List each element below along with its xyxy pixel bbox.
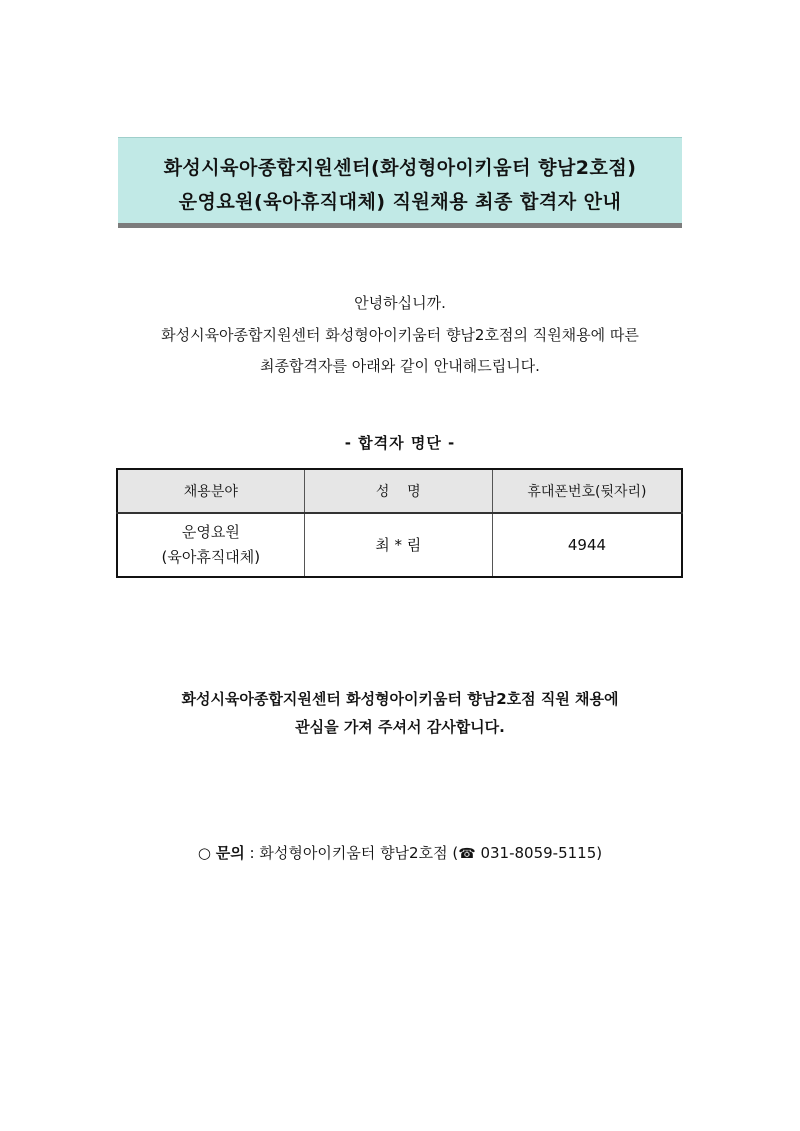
table-header-row	[117, 469, 682, 513]
bullet-icon: ○	[197, 844, 211, 862]
title-box	[118, 137, 682, 224]
cell-field-line-2: (육아휴직대체)	[161, 548, 261, 566]
contact-phone: 031-8059-5115)	[480, 844, 603, 862]
cell-name: 최 * 림	[304, 513, 492, 577]
title-underline	[118, 223, 682, 228]
header-field: 채용분야	[117, 469, 304, 513]
thanks-line-1: 화성시육아종합지원센터 화성형아이키움터 향남2호점 직원 채용에	[181, 690, 619, 708]
thanks-line-2: 관심을 가져 주셔서 감사합니다.	[295, 718, 505, 736]
title-line-1: 화성시육아종합지원센터(화성형아이키움터 향남2호점)	[163, 157, 637, 179]
contact-label: 문의	[215, 844, 245, 862]
header-name: 성 명	[304, 469, 492, 513]
phone-icon: ☎	[458, 846, 476, 862]
contact-place: 화성형아이키움터 향남2호점 (	[259, 844, 459, 862]
table-row	[117, 513, 682, 577]
greeting-line-2: 화성시육아종합지원센터 화성형아이키움터 향남2호점의 직원채용에 따른	[161, 326, 639, 344]
greeting-line-3: 최종합격자를 아래와 같이 안내해드립니다.	[260, 357, 540, 375]
cell-phone: 4944	[492, 513, 682, 577]
greeting-line-1: 안녕하십니까.	[354, 294, 446, 312]
contact-line	[0, 842, 800, 863]
header-phone: 휴대폰번호(뒷자리)	[492, 469, 682, 513]
result-table	[116, 468, 683, 578]
list-title: - 합격자 명단 -	[344, 434, 456, 452]
title-line-2: 운영요원(육아휴직대체) 직원채용 최종 합격자 안내	[178, 191, 622, 213]
cell-field	[117, 513, 304, 577]
contact-separator: :	[249, 844, 255, 862]
cell-field-line-1: 운영요원	[181, 523, 240, 541]
